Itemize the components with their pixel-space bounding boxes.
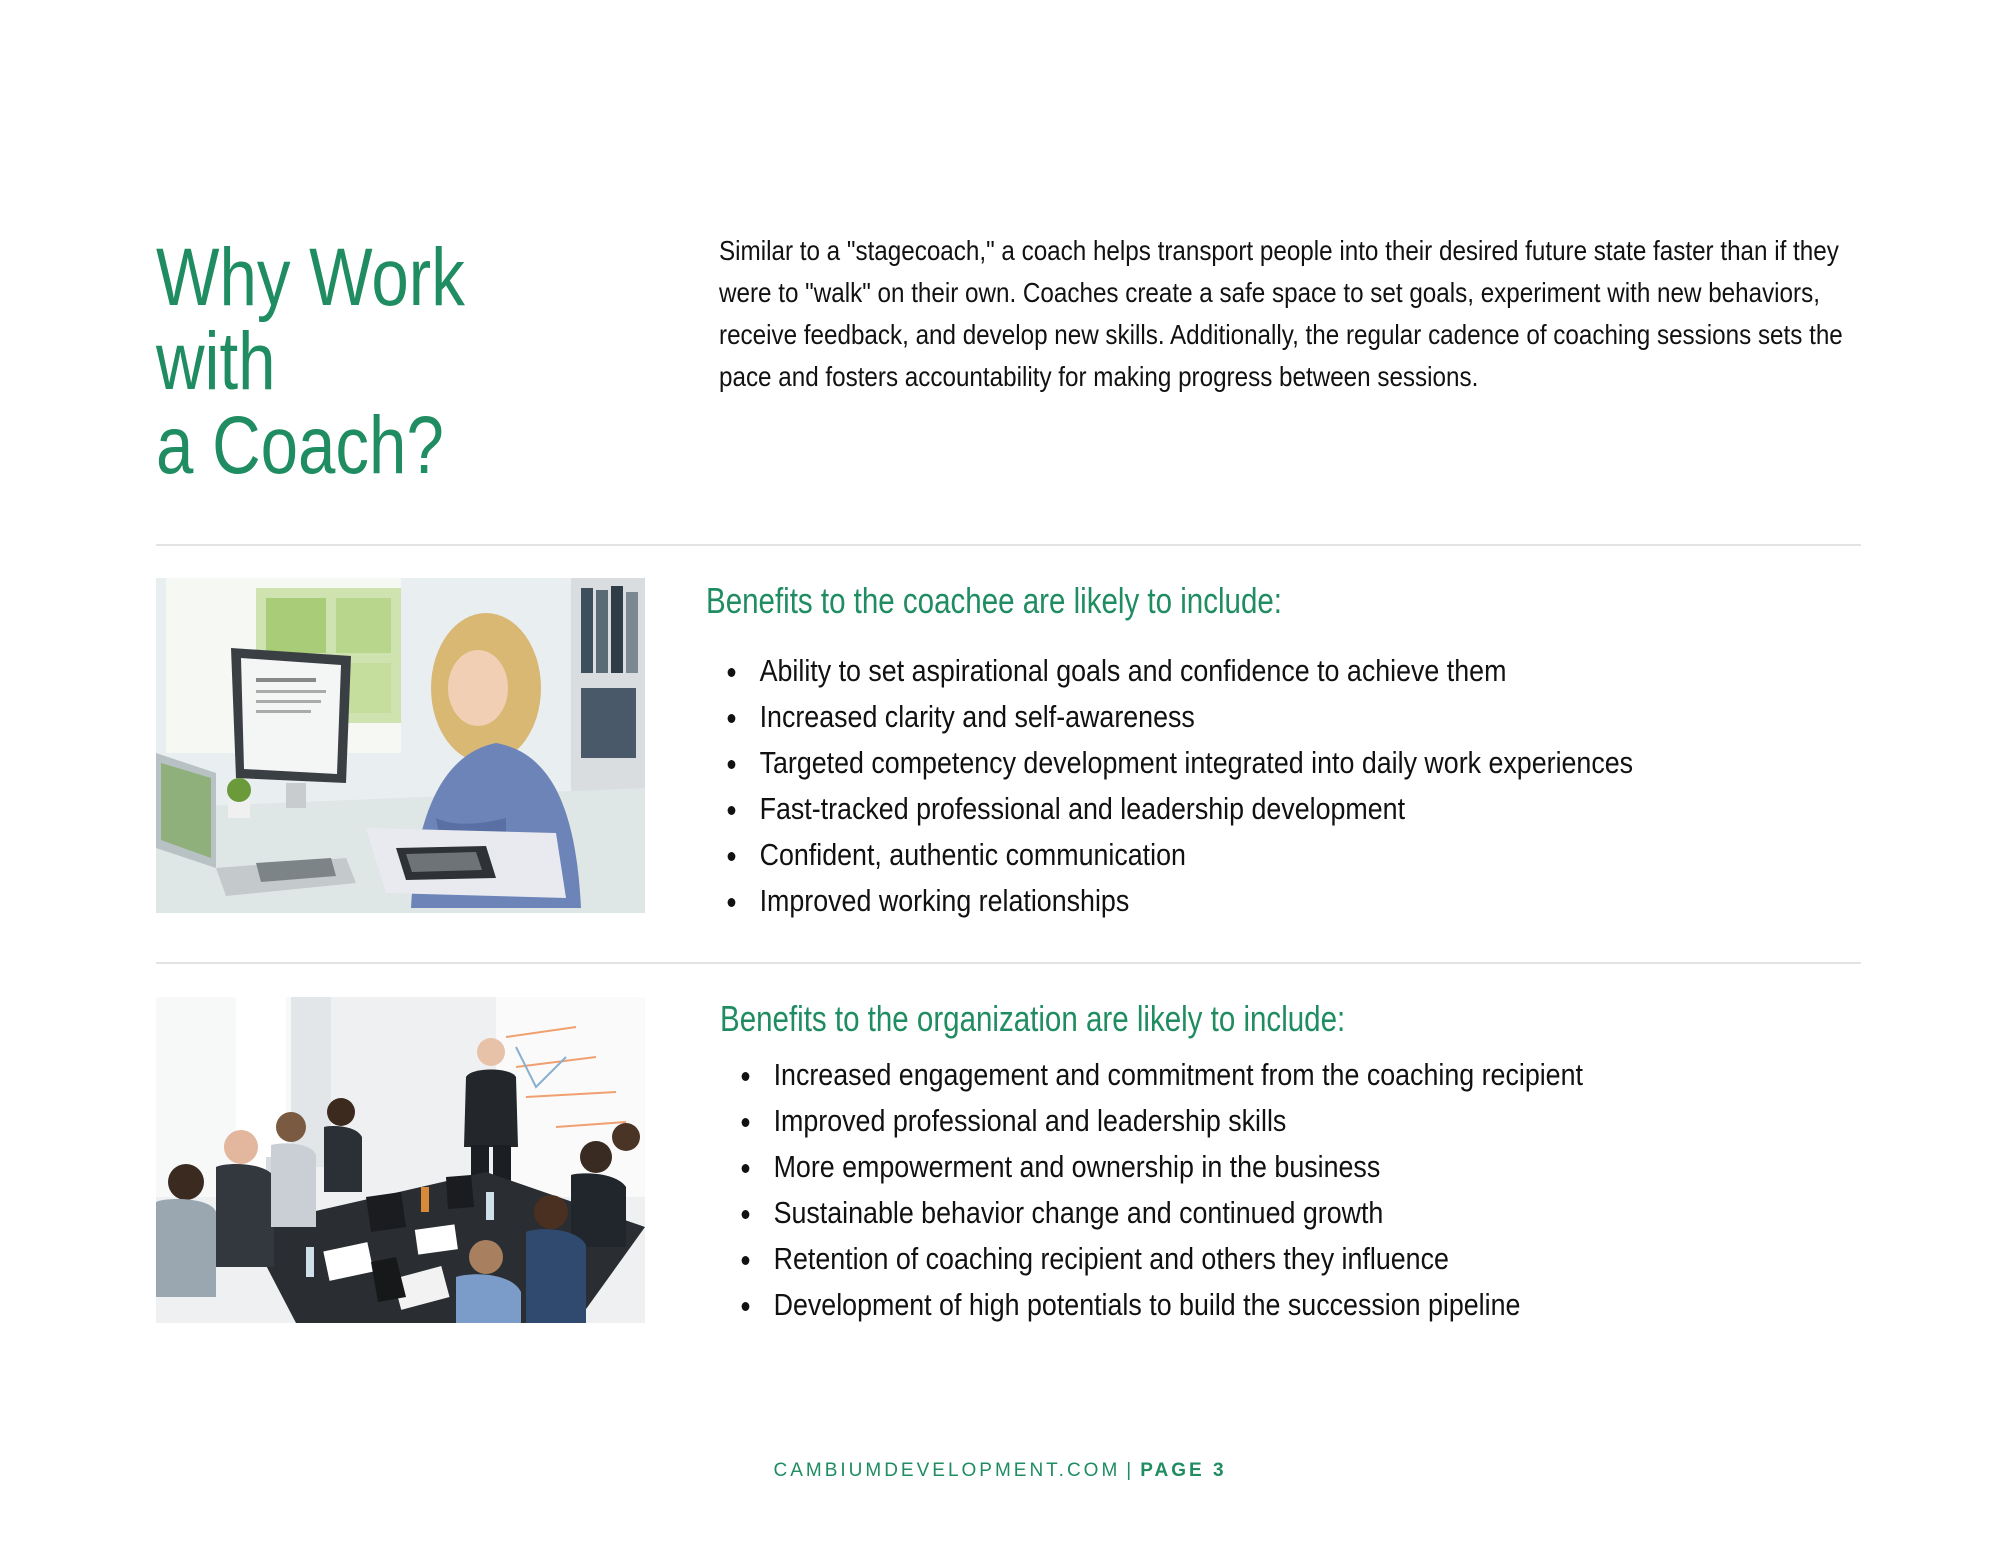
list-item (725, 740, 1633, 786)
coachee-benefits-heading: Benefits to the coachee are likely to include: (706, 580, 1282, 621)
list-item-text: Fast-tracked professional and leadership development (759, 791, 1406, 826)
list-item (725, 786, 1633, 832)
footer-separator: | (1126, 1460, 1135, 1481)
bullet-icon (742, 1256, 750, 1265)
bullet-icon (728, 852, 736, 861)
bullet-icon (728, 668, 736, 677)
list-item (739, 1282, 1583, 1328)
list-item-text: Confident, authentic communication (759, 837, 1186, 872)
list-item-text: More empowerment and ownership in the business (773, 1149, 1381, 1184)
list-item-text: Increased engagement and commitment from the coaching recipient (773, 1057, 1583, 1092)
bullet-icon (742, 1210, 750, 1219)
list-item-text: Targeted competency development integrated into daily work experiences (759, 745, 1634, 780)
section-divider-middle (156, 962, 1861, 964)
list-item (725, 832, 1633, 878)
page-title-line-2: a Coach? (156, 400, 444, 491)
bullet-icon (742, 1118, 750, 1127)
list-item (739, 1236, 1583, 1282)
footer-site-link[interactable]: CAMBIUMDEVELOPMENT.COM (773, 1460, 1121, 1481)
bullet-icon (742, 1072, 750, 1081)
bullet-icon (728, 760, 736, 769)
coachee-benefits-list (725, 648, 1633, 924)
list-item-text: Sustainable behavior change and continued growth (773, 1195, 1384, 1230)
list-item (739, 1190, 1583, 1236)
bullet-icon (728, 806, 736, 815)
list-item-text: Ability to set aspirational goals and confidence to achieve them (759, 653, 1507, 688)
page-number: PAGE 3 (1140, 1460, 1227, 1481)
list-item (725, 878, 1633, 924)
coachee-photo (156, 578, 645, 913)
list-item-text: Retention of coaching recipient and others they influence (773, 1241, 1449, 1276)
page-title-line-1: Why Work with (156, 232, 465, 407)
list-item (725, 648, 1633, 694)
bullet-icon (742, 1302, 750, 1311)
bullet-icon (742, 1164, 750, 1173)
bullet-icon (728, 714, 736, 723)
list-item (739, 1098, 1583, 1144)
organization-benefits-list (739, 1052, 1583, 1328)
list-item (739, 1144, 1583, 1190)
organization-benefits-heading: Benefits to the organization are likely to include: (720, 998, 1346, 1039)
bullet-icon (728, 898, 736, 907)
list-item-text: Improved professional and leadership skills (773, 1103, 1287, 1138)
page-footer (0, 1460, 2000, 1482)
section-divider-top (156, 544, 1861, 546)
page-title (156, 232, 582, 491)
intro-paragraph: Similar to a "stagecoach," a coach helps transport people into their desired future state faster than if they were to "walk" on their own. Coaches create a safe space to set goals, experiment with new behaviors, receive feedback, and develop new skills. Additionally, the regular cadence of coaching sessions sets the pace and fosters accountability for making progress between sessions. (719, 235, 1843, 392)
list-item (739, 1052, 1583, 1098)
organization-photo (156, 997, 645, 1323)
list-item-text: Increased clarity and self-awareness (759, 699, 1195, 734)
list-item-text: Development of high potentials to build the succession pipeline (773, 1287, 1521, 1322)
list-item (725, 694, 1633, 740)
list-item-text: Improved working relationships (759, 883, 1130, 918)
